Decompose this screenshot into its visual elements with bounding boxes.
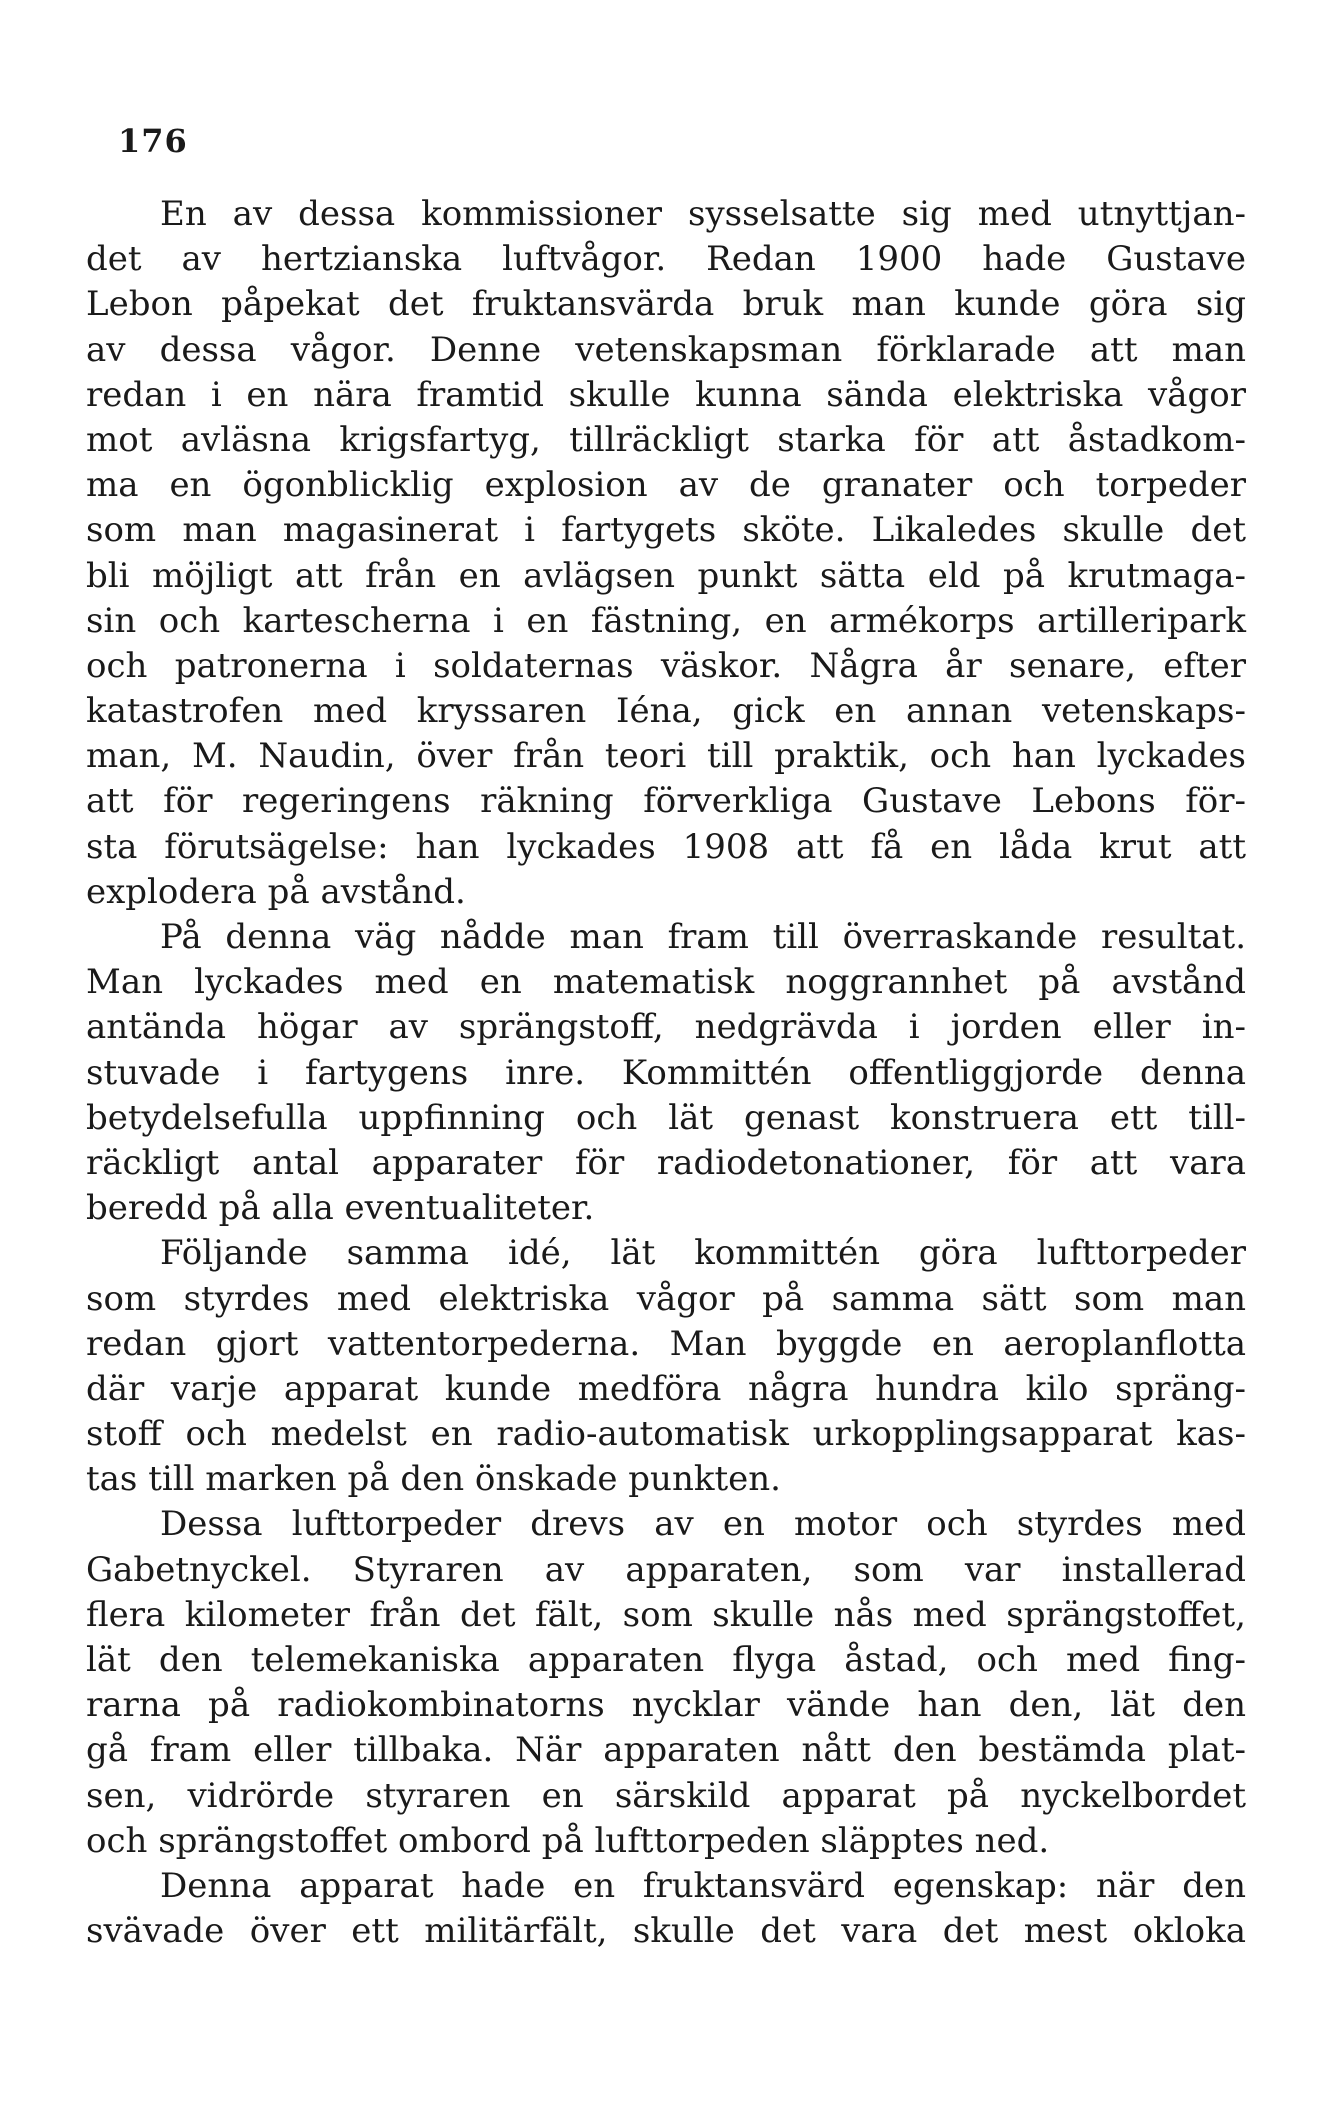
text-line: som man magasinerat i fartygets sköte. Likaledes skulle det — [86, 510, 1246, 551]
text-line: det av hertzianska luftvågor. Redan 1900 hade Gustave — [86, 239, 1246, 280]
text-line: beredd på alla eventualiteter. — [86, 1188, 595, 1229]
text-line: Gabetnyckel. Styraren av apparaten, som var installerad — [86, 1549, 1246, 1590]
text-line: ma en ögonblicklig explosion av de granater och torpeder — [86, 465, 1246, 506]
text-line: och patronerna i soldaternas väskor. Några år senare, efter — [86, 645, 1246, 686]
text-line: stuvade i fartygens inre. Kommittén offentliggjorde denna — [86, 1052, 1246, 1093]
text-line: Lebon påpekat det fruktansvärda bruk man kunde göra sig — [86, 284, 1246, 325]
text-line: att för regeringens räkning förverkliga Gustave Lebons för- — [86, 781, 1246, 822]
text-line: svävade över ett militärfält, skulle det vara det mest okloka — [86, 1911, 1246, 1952]
text-line: redan gjort vattentorpederna. Man byggde en aeroplanflotta — [86, 1323, 1246, 1364]
text-line: Följande samma idé, lät kommittén göra lufttorpeder — [160, 1233, 1246, 1274]
text-line: lät den telemekaniska apparaten flyga åstad, och med fing- — [86, 1640, 1246, 1680]
text-line: sen, vidrörde styraren en särskild apparat på nyckelbordet — [86, 1775, 1246, 1816]
text-line: En av dessa kommissioner sysselsatte sig med utnyttjan- — [160, 194, 1246, 234]
page-number: 176 — [118, 122, 188, 160]
text-line: och sprängstoffet ombord på lufttorpeden släpptes ned. — [86, 1820, 1050, 1861]
text-line: gå fram eller tillbaka. När apparaten nått den bestämda plat- — [86, 1730, 1246, 1771]
text-line: stoff och medelst en radio-automatisk urkopplingsapparat kas- — [86, 1414, 1246, 1455]
text-line: På denna väg nådde man fram till överraskande resultat. — [160, 917, 1246, 957]
text-line: sta förutsägelse: han lyckades 1908 att få en låda krut att — [86, 826, 1246, 867]
text-line: antända högar av sprängstoff, nedgrävda i jorden eller in- — [86, 1007, 1246, 1048]
text-line: mot avläsna krigsfartyg, tillräckligt starka för att åstadkom- — [86, 419, 1246, 460]
text-line: där varje apparat kunde medföra några hundra kilo spräng- — [86, 1368, 1246, 1409]
text-line: sin och kartescherna i en fästning, en armékorps artilleripark — [86, 600, 1246, 641]
text-line: katastrofen med kryssaren Iéna, gick en annan vetenskaps- — [86, 691, 1246, 732]
text-line: av dessa vågor. Denne vetenskapsman förklarade att man — [86, 329, 1246, 370]
body-text — [86, 192, 1246, 1954]
text-line: man, M. Naudin, över från teori till praktik, och han lyckades — [86, 736, 1246, 777]
text-line: Denna apparat hade en fruktansvärd egenskap: när den — [160, 1865, 1246, 1906]
text-line: betydelsefulla uppfinning och lät genast konstruera ett till- — [86, 1097, 1246, 1138]
text-line: bli möjligt att från en avlägsen punkt sätta eld på krutmaga- — [86, 555, 1246, 596]
text-line: rarna på radiokombinatorns nycklar vände han den, lät den — [86, 1685, 1246, 1726]
text-line: Man lyckades med en matematisk noggrannhet på avstånd — [86, 962, 1246, 1003]
text-line: som styrdes med elektriska vågor på samma sätt som man — [86, 1278, 1246, 1319]
text-line: tas till marken på den önskade punkten. — [86, 1459, 781, 1500]
text-line: Dessa lufttorpeder drevs av en motor och styrdes med — [160, 1504, 1246, 1545]
text-line: explodera på avstånd. — [86, 871, 466, 912]
text-line: redan i en nära framtid skulle kunna sända elektriska vågor — [86, 374, 1246, 415]
text-line: räckligt antal apparater för radiodetonationer, för att vara — [86, 1142, 1246, 1183]
text-line: flera kilometer från det fält, som skulle nås med sprängstoffet, — [86, 1594, 1246, 1635]
